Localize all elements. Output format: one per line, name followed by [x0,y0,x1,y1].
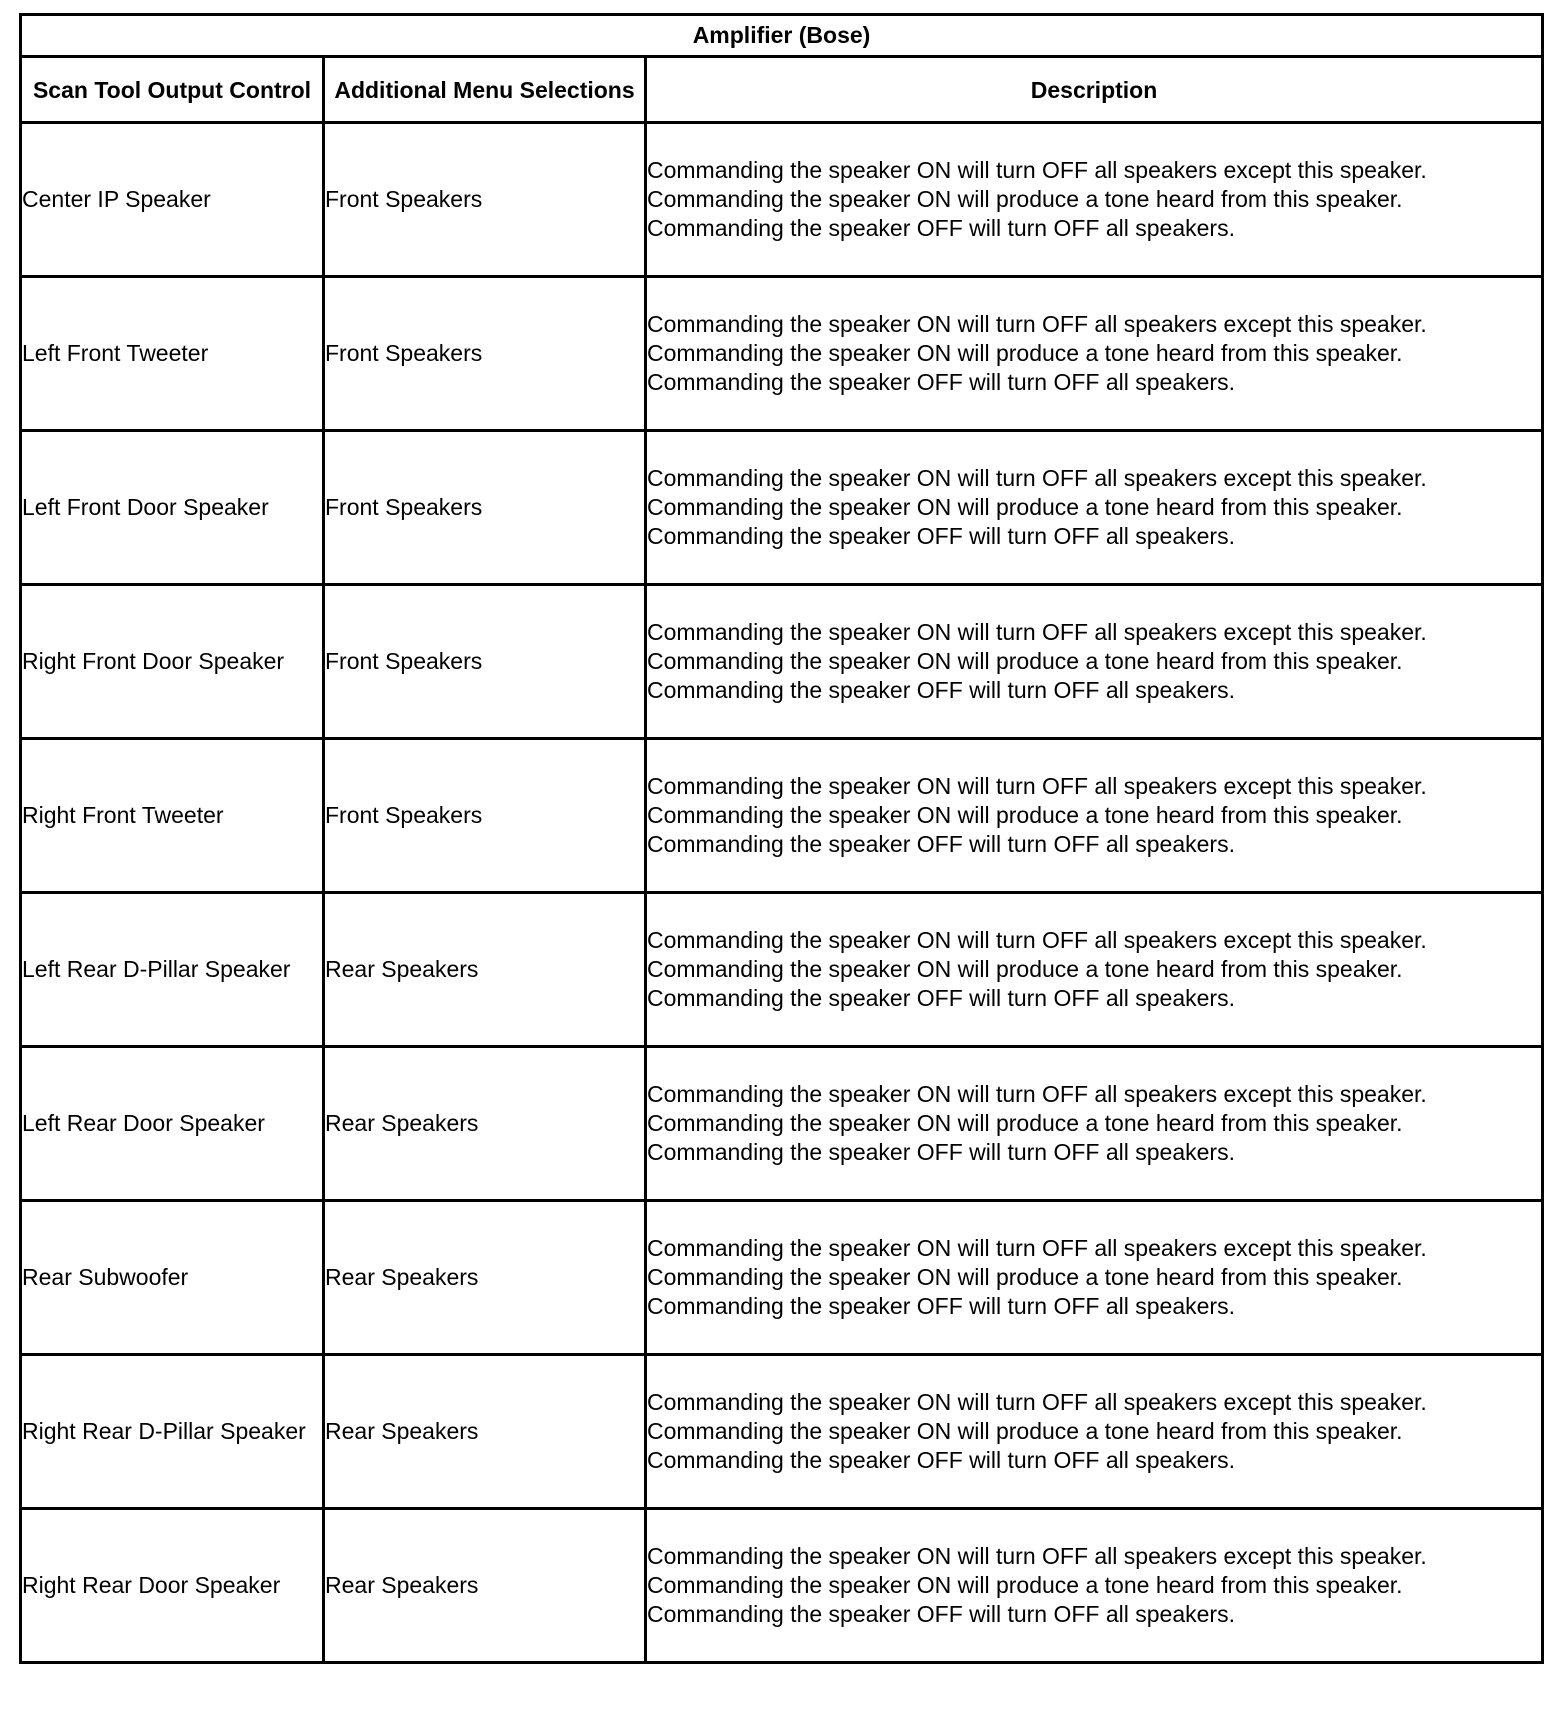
output-control-cell: Right Rear Door Speaker [21,1509,324,1663]
header-description: Description [646,57,1543,123]
description-line: Commanding the speaker OFF will turn OFF all speakers. [647,831,1235,857]
description-line: Commanding the speaker ON will produce a tone heard from this speaker. [647,1418,1403,1444]
description-line: Commanding the speaker ON will turn OFF all speakers except this speaker. [647,619,1427,645]
description-line: Commanding the speaker OFF will turn OFF all speakers. [647,677,1235,703]
description-line: Commanding the speaker OFF will turn OFF all speakers. [647,523,1235,549]
description-line: Commanding the speaker OFF will turn OFF all speakers. [647,215,1235,241]
description-cell [646,1509,1543,1663]
description-line: Commanding the speaker ON will turn OFF all speakers except this speaker. [647,1389,1427,1415]
table-body [21,123,1543,1663]
description-line: Commanding the speaker ON will turn OFF all speakers except this speaker. [647,1081,1427,1107]
menu-selection-cell: Front Speakers [324,277,646,431]
description-line: Commanding the speaker ON will produce a tone heard from this speaker. [647,802,1403,828]
table-row [21,123,1543,277]
description-line: Commanding the speaker ON will turn OFF all speakers except this speaker. [647,927,1427,953]
menu-selection-cell: Front Speakers [324,431,646,585]
table-row [21,739,1543,893]
output-control-cell: Left Rear Door Speaker [21,1047,324,1201]
table-row [21,585,1543,739]
header-output-control: Scan Tool Output Control [21,57,324,123]
output-control-cell: Center IP Speaker [21,123,324,277]
description-line: Commanding the speaker ON will produce a tone heard from this speaker. [647,1264,1403,1290]
description-line: Commanding the speaker ON will produce a tone heard from this speaker. [647,1110,1403,1136]
description-cell [646,123,1543,277]
description-line: Commanding the speaker ON will turn OFF all speakers except this speaker. [647,465,1427,491]
table-row [21,1355,1543,1509]
menu-selection-cell: Rear Speakers [324,1047,646,1201]
table-title: Amplifier (Bose) [21,15,1543,57]
description-line: Commanding the speaker OFF will turn OFF all speakers. [647,1293,1235,1319]
menu-selection-cell: Rear Speakers [324,1355,646,1509]
table-row [21,1509,1543,1663]
description-line: Commanding the speaker OFF will turn OFF all speakers. [647,1601,1235,1627]
output-control-cell: Left Front Door Speaker [21,431,324,585]
menu-selection-cell: Rear Speakers [324,1201,646,1355]
menu-selection-cell: Front Speakers [324,739,646,893]
description-line: Commanding the speaker ON will produce a tone heard from this speaker. [647,494,1403,520]
menu-selection-cell: Rear Speakers [324,1509,646,1663]
output-control-cell: Left Front Tweeter [21,277,324,431]
description-cell [646,1047,1543,1201]
description-line: Commanding the speaker OFF will turn OFF all speakers. [647,1447,1235,1473]
menu-selection-cell: Front Speakers [324,585,646,739]
description-line: Commanding the speaker ON will produce a tone heard from this speaker. [647,956,1403,982]
description-line: Commanding the speaker ON will turn OFF all speakers except this speaker. [647,1543,1427,1569]
description-cell [646,739,1543,893]
description-cell [646,1201,1543,1355]
table-title-row [21,15,1543,57]
description-cell [646,585,1543,739]
table-row [21,1201,1543,1355]
menu-selection-cell: Front Speakers [324,123,646,277]
description-line: Commanding the speaker ON will turn OFF all speakers except this speaker. [647,773,1427,799]
description-line: Commanding the speaker ON will turn OFF all speakers except this speaker. [647,157,1427,183]
description-line: Commanding the speaker ON will produce a tone heard from this speaker. [647,340,1403,366]
description-line: Commanding the speaker OFF will turn OFF all speakers. [647,1139,1235,1165]
table-row [21,1047,1543,1201]
description-line: Commanding the speaker OFF will turn OFF all speakers. [647,985,1235,1011]
table-row [21,431,1543,585]
description-line: Commanding the speaker OFF will turn OFF all speakers. [647,369,1235,395]
output-control-cell: Right Rear D-Pillar Speaker [21,1355,324,1509]
output-control-cell: Right Front Door Speaker [21,585,324,739]
description-cell [646,1355,1543,1509]
table-header-row [21,57,1543,123]
amplifier-output-control-table [19,13,1544,1664]
header-menu-selections: Additional Menu Selections [324,57,646,123]
description-line: Commanding the speaker ON will produce a tone heard from this speaker. [647,1572,1403,1598]
description-line: Commanding the speaker ON will turn OFF all speakers except this speaker. [647,311,1427,337]
table-row [21,277,1543,431]
description-line: Commanding the speaker ON will turn OFF all speakers except this speaker. [647,1235,1427,1261]
description-cell [646,893,1543,1047]
description-line: Commanding the speaker ON will produce a tone heard from this speaker. [647,648,1403,674]
menu-selection-cell: Rear Speakers [324,893,646,1047]
table-row [21,893,1543,1047]
description-cell [646,277,1543,431]
description-line: Commanding the speaker ON will produce a tone heard from this speaker. [647,186,1403,212]
output-control-cell: Rear Subwoofer [21,1201,324,1355]
description-cell [646,431,1543,585]
output-control-cell: Left Rear D-Pillar Speaker [21,893,324,1047]
output-control-cell: Right Front Tweeter [21,739,324,893]
